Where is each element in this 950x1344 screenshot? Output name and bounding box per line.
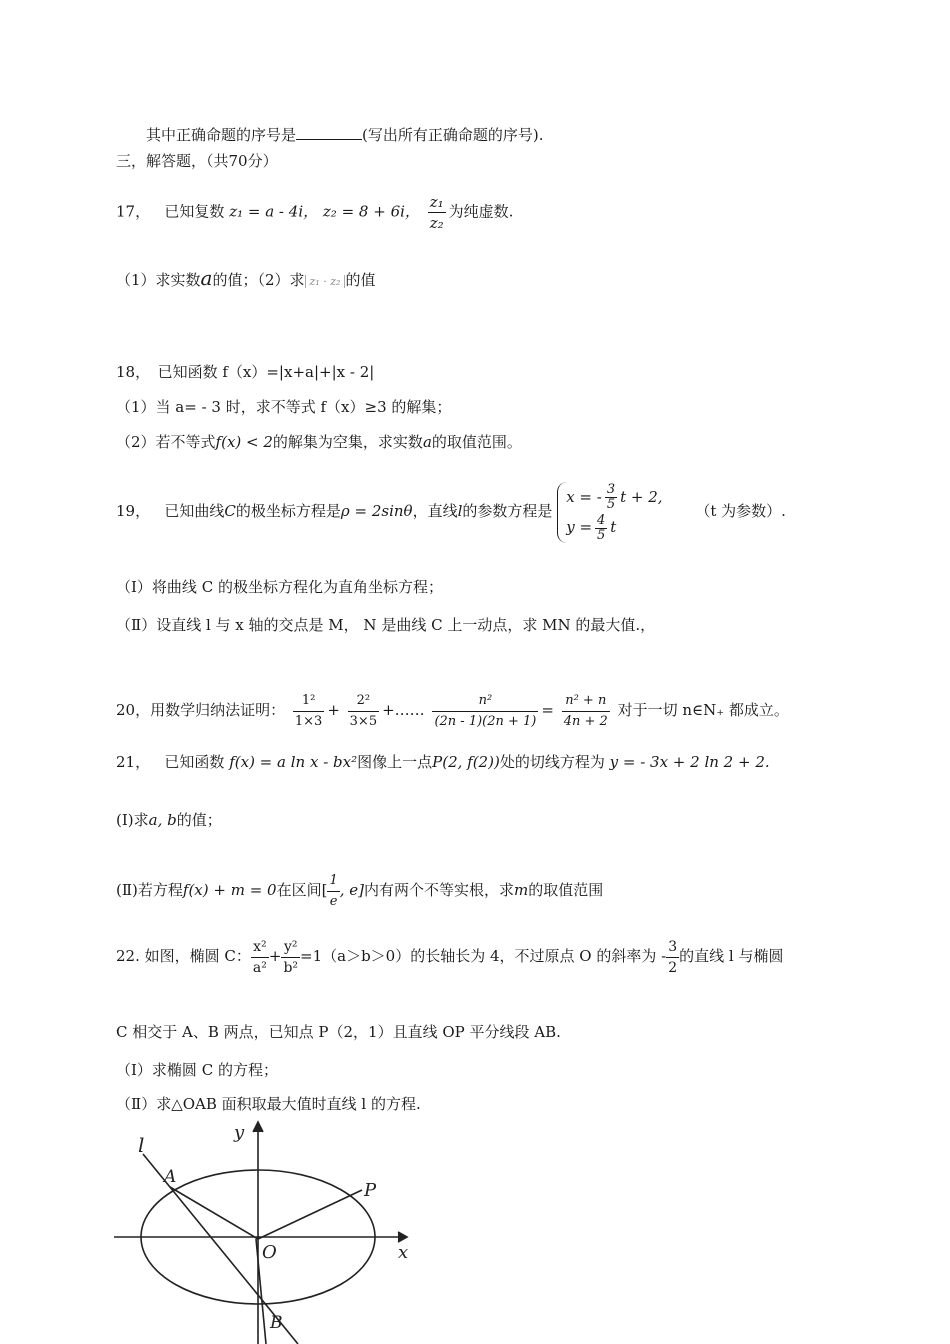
answer-blank (296, 124, 362, 140)
question-19-part1: （Ⅰ）将曲线 C 的极坐标方程化为直角坐标方程； (116, 578, 443, 596)
fill-in-line: 其中正确命题的序号是 (写出所有正确命题的序号). (146, 126, 544, 144)
question-17-parts: （1）求实数a的值；（2）求 z₁ · z₂ 的值 (116, 266, 376, 290)
question-19-part2: （Ⅱ）设直线 l 与 x 轴的交点是 M， N 是曲线 C 上一动点，求 MN 的最大值.， (116, 616, 656, 634)
label-b: B (270, 1313, 283, 1333)
x-axis-arrow (398, 1232, 407, 1242)
y-axis-arrow (253, 1122, 263, 1132)
question-22-part2: （Ⅱ）求△OAB 面积取最大值时直线 l 的方程. (116, 1095, 421, 1113)
question-19: 19， 已知曲线C的极坐标方程是ρ = 2sinθ，直线l的参数方程是 x = - $\frac{3}{5}$ t + 2, y = $\frac{4}{5}$ t （t 为参数）. (116, 482, 786, 543)
label-o: O (262, 1242, 277, 1263)
section-heading: 三，解答题，（共70分） (116, 152, 278, 170)
label-l: l (138, 1133, 145, 1157)
question-22-part1: （Ⅰ）求椭圆 C 的方程； (116, 1061, 278, 1079)
segment-oa (170, 1187, 258, 1239)
label-p: P (364, 1180, 377, 1201)
ellipse-figure (110, 1118, 430, 1344)
question-22-line2: C 相交于 A、B 两点，已知点 P（2，1）且直线 OP 平分线段 AB. (116, 1023, 561, 1041)
question-20: 20，用数学归纳法证明： $\frac{\text{1²}}{1\times 3}$ + $\frac{\text{2²}}{3\times 5}$ +…… $\frac{\text{n²}}{(2n - 1)(2n + 1)}$ = $\frac{\text{n² + n}}{4n + 2}$ 对于一切 n∈N₊ 都成立。 (116, 692, 789, 729)
segment-op (258, 1190, 362, 1239)
question-22: 22. 如图，椭圆 C： $\frac{\text{x²}}{\text{a²}}$ + $\frac{\text{y²}}{\text{b²}}$ =1（a＞b＞0）的长轴长为 4，不过原点 O 的斜率为 - $\frac{3}{2}$ 的直线 l 与椭圆 (116, 938, 784, 976)
question-18-part2: （2）若不等式f(x) < 2的解集为空集，求实数a的取值范围。 (116, 433, 522, 451)
parametric-system: x = - $\frac{3}{5}$ t + 2, y = $\frac{4}{5}$ t (557, 482, 662, 543)
question-18-part1: （1）当 a= - 3 时，求不等式 f（x）≥3 的解集； (116, 398, 452, 416)
label-a: A (164, 1167, 177, 1187)
abs-expression: z₁ · z₂ (305, 275, 346, 288)
question-18: 18， 已知函数 f（x）=|x+a|+|x - 2| (116, 363, 375, 381)
question-17: 17， 已知复数 z₁ = a - 4i， z₂ = 8 + 6i， $\frac{\text{z₁}}{\text{z₂}}$ 为纯虚数. (116, 193, 514, 232)
question-21-part1: (Ⅰ)求a, b的值； (116, 811, 222, 829)
question-21: 21， 已知函数 f(x) = a ln x - bx²图像上一点P(2, f(2))处的切线方程为 y = - 3x + 2 ln 2 + 2. (116, 753, 770, 771)
question-21-part2: (Ⅱ)若方程f(x) + m = 0在区间[ $\frac{1}{e}$ , e]内有两个不等实根，求m的取值范围 (116, 872, 604, 909)
label-y: y (234, 1122, 245, 1143)
fraction-z1-z2: $\frac{\text{z₁}}{\text{z₂}}$ (429, 193, 444, 232)
label-x: x (398, 1242, 409, 1263)
